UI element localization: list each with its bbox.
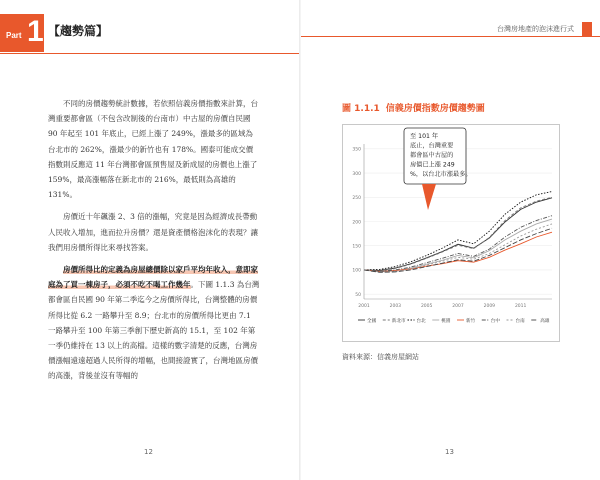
legend-entry: 新北市 xyxy=(391,318,406,324)
left-page xyxy=(0,0,299,480)
legend-entry: 台北 xyxy=(416,318,426,324)
section-title: 【趨勢篇】 xyxy=(48,24,109,38)
house-price-index-chart xyxy=(342,124,560,342)
x-tick-label: 2001 xyxy=(358,304,370,309)
header-tab-marker xyxy=(582,22,592,36)
y-tick-label: 100 xyxy=(352,268,361,274)
highlight-definition: 房價所得比的定義為房屋總價除以家戶平均年收入， xyxy=(63,265,236,275)
x-tick-label: 2011 xyxy=(514,304,527,309)
paragraph-2: 房價近十年飆漲 2、3 倍的漲幅，究竟是因為經濟成長帶動人民收入增加，進而拉升房價？還是資產價格泡沫化的表現？讓我們用房價所得比來尋找答案。 xyxy=(48,212,258,252)
y-tick-label: 300 xyxy=(352,171,361,177)
page-number-left: 12 xyxy=(144,448,153,456)
paragraph-3-text: 。下圖 1.1.3 為台灣都會區自民國 90 年第二季迄今之房價所得比，台灣整體的房價所得比從 6.2 一路攀升至 8.9；台北市的房價所得比更由 7.1 一路攀升至 100 年第三季創下歷史新高的 15.1，至 102 年第一季仍維持在 13 以上的高檔。這樣的數字清楚的反應，台灣房價漲幅遠遠超過人民所得的增幅，也間接證實了，台灣地區房價的高漲，背後並沒有等幅的 xyxy=(48,280,260,381)
y-tick-label: 150 xyxy=(352,244,361,250)
legend-entry: 高雄 xyxy=(540,318,550,324)
y-tick-label: 250 xyxy=(352,196,361,202)
running-head: 台灣房地產的泡沫進行式 xyxy=(497,25,574,33)
legend-entry: 台中 xyxy=(490,318,500,324)
y-tick-label: 200 xyxy=(352,220,361,226)
legend-entry: 台南 xyxy=(515,318,525,324)
figure-source: 資料來源：信義房屋網站 xyxy=(342,353,419,361)
body-text xyxy=(48,96,260,391)
header-rule xyxy=(0,53,299,54)
x-tick-label: 2005 xyxy=(420,304,433,309)
legend-entry: 新竹 xyxy=(466,318,476,324)
x-tick-label: 2009 xyxy=(483,304,496,309)
part-number: 1 xyxy=(27,15,44,48)
x-tick-label: 2007 xyxy=(452,304,464,309)
y-tick-label: 50 xyxy=(355,292,361,298)
callout-text: 至 101 年底止，台灣重要都會區中古屋的房價已上漲 249 %，以台北市漲最多。 xyxy=(410,133,472,178)
figure-number: 圖 1.1.1 xyxy=(342,104,380,114)
page-number-right: 13 xyxy=(445,448,454,456)
highlight-meaning: 意即家庭為了買一棟房子，必須不吃不喝工作幾年 xyxy=(48,265,258,290)
legend-entry: 全國 xyxy=(367,318,377,324)
part-tab xyxy=(0,14,44,52)
x-tick-label: 2003 xyxy=(389,304,402,309)
figure-caption: 信義房價指數房價趨勢圖 xyxy=(385,104,485,114)
legend-entry: 桃園 xyxy=(441,318,451,324)
part-label: Part xyxy=(6,31,22,40)
header-rule-right xyxy=(301,36,600,37)
y-tick-label: 350 xyxy=(352,147,361,153)
figure-title xyxy=(342,101,485,114)
paragraph-1: 不同的房價趨勢統計數據，若依照信義房價指數來計算，台灣重要都會區（不包含改制後的台南市）中古屋的房價自民國 90 年起至 101 年底止，已經上漲了 249%，漲最多的區域為台北市的 262%，漲最少的新竹也有 178%。國泰可能成交價指數則反應這 11 年台灣都會區預售屋及新成屋的房價也上漲了 159%，最高漲幅落在新北市的 216%，最低則為高雄的 131%。 xyxy=(48,99,258,200)
paragraph-3 xyxy=(48,262,260,384)
